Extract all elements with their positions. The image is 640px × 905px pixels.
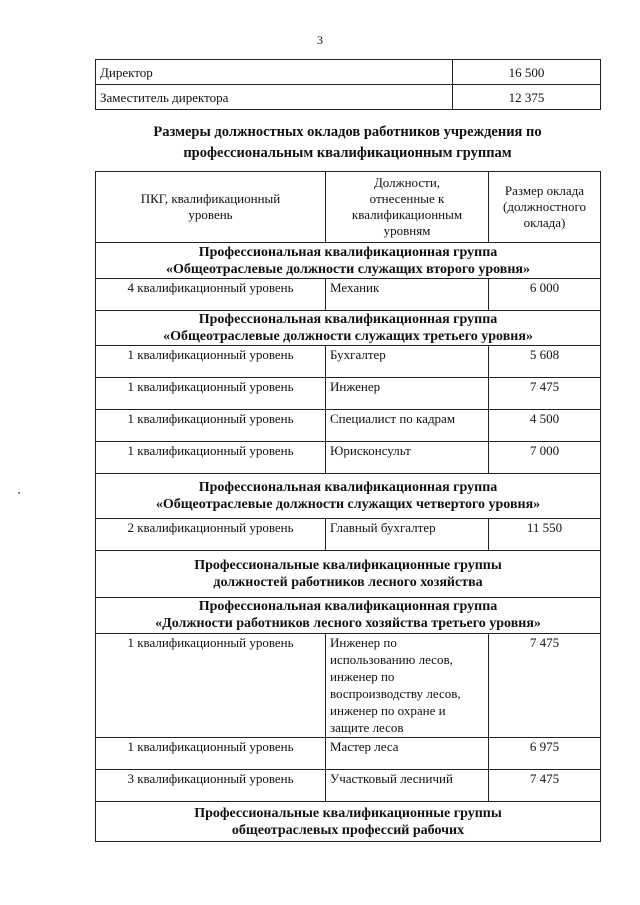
table-row (96, 346, 601, 378)
group-title-line: «Общеотраслевые должности служащих третьего уровня» (163, 329, 533, 344)
group-title-line: Профессиональные квалификационные группы (194, 805, 502, 821)
table-row (96, 634, 601, 738)
position-cell: Мастер леса (326, 738, 489, 770)
group-title (96, 243, 601, 279)
salary-cell: 7 000 (489, 442, 601, 474)
level-cell: 1 квалификационный уровень (96, 410, 326, 442)
group-title (96, 474, 601, 519)
group-row (96, 551, 601, 598)
position-cell: Бухгалтер (326, 346, 489, 378)
group-title-line: общеотраслевых профессий рабочих (231, 822, 465, 838)
level-cell: 1 квалификационный уровень (96, 346, 326, 378)
page-number: 3 (317, 33, 323, 47)
group-row (96, 243, 601, 279)
group-title-line: «Общеотраслевые должности служащих четвертого уровня» (155, 497, 541, 512)
position-cell: Механик (326, 279, 489, 311)
position-cell: Директор (96, 60, 453, 85)
group-title-line: должностей работников лесного хозяйства (213, 575, 483, 590)
level-cell: 3 квалификационный уровень (96, 770, 326, 802)
table-row (96, 378, 601, 410)
column-header-positions: Должности, отнесенные к квалификационным уровням (326, 172, 489, 243)
salary-cell: 6 975 (489, 738, 601, 770)
salary-table (95, 171, 601, 842)
section-heading (95, 122, 600, 164)
salary-cell: 7 475 (489, 634, 601, 738)
header-row (96, 172, 601, 243)
position-cell: Участковый лесничий (326, 770, 489, 802)
level-cell: 1 квалификационный уровень (96, 634, 326, 738)
table-row (96, 519, 601, 551)
position-cell: Главный бухгалтер (326, 519, 489, 551)
margin-mark (18, 492, 20, 494)
table-row (96, 60, 601, 85)
salary-cell: 16 500 (453, 60, 601, 85)
salary-cell: 12 375 (453, 85, 601, 110)
position-cell: Юрисконсульт (326, 442, 489, 474)
group-title-line: «Общеотраслевые должности служащих второго уровня» (166, 262, 530, 277)
salary-cell: 7 475 (489, 770, 601, 802)
group-title-line: Профессиональная квалификационная группа (198, 245, 498, 260)
level-cell: 1 квалификационный уровень (96, 378, 326, 410)
salary-cell: 6 000 (489, 279, 601, 311)
group-row (96, 474, 601, 519)
table-row (96, 279, 601, 311)
group-row (96, 598, 601, 634)
column-header-salary: Размер оклада (должностного оклада) (489, 172, 601, 243)
group-title-line: Профессиональные квалификационные группы (194, 558, 502, 573)
salary-cell: 7 475 (489, 378, 601, 410)
table-row (96, 85, 601, 110)
table-row (96, 442, 601, 474)
heading-line: Размеры должностных окладов работников учреждения по (153, 124, 542, 140)
position-cell: Инженер (326, 378, 489, 410)
position-cell: Заместитель директора (96, 85, 453, 110)
heading-line: профессиональным квалификационным группам (183, 145, 512, 161)
top-salary-table (95, 59, 601, 110)
position-cell: Инженер по использованию лесов, инженер по воспроизводству лесов, инженер по охране и защите лесов (326, 634, 489, 738)
level-cell: 1 квалификационный уровень (96, 738, 326, 770)
level-cell: 1 квалификационный уровень (96, 442, 326, 474)
group-row (96, 802, 601, 842)
salary-cell: 5 608 (489, 346, 601, 378)
salary-cell: 4 500 (489, 410, 601, 442)
table-row (96, 770, 601, 802)
group-row (96, 311, 601, 346)
column-header-level: ПКГ, квалификационный уровень (96, 172, 326, 243)
group-title-line: Профессиональная квалификационная группа (198, 480, 498, 495)
group-title-line: «Должности работников лесного хозяйства третьего уровня» (155, 616, 541, 631)
table-row (96, 410, 601, 442)
group-title (96, 802, 601, 842)
table-row (96, 738, 601, 770)
position-cell: Специалист по кадрам (326, 410, 489, 442)
group-title-line: Профессиональная квалификационная группа (198, 599, 498, 614)
salary-cell: 11 550 (489, 519, 601, 551)
level-cell: 4 квалификационный уровень (96, 279, 326, 311)
group-title (96, 598, 601, 634)
group-title (96, 311, 601, 346)
group-title-line: Профессиональная квалификационная группа (198, 312, 498, 327)
group-title (96, 551, 601, 598)
level-cell: 2 квалификационный уровень (96, 519, 326, 551)
